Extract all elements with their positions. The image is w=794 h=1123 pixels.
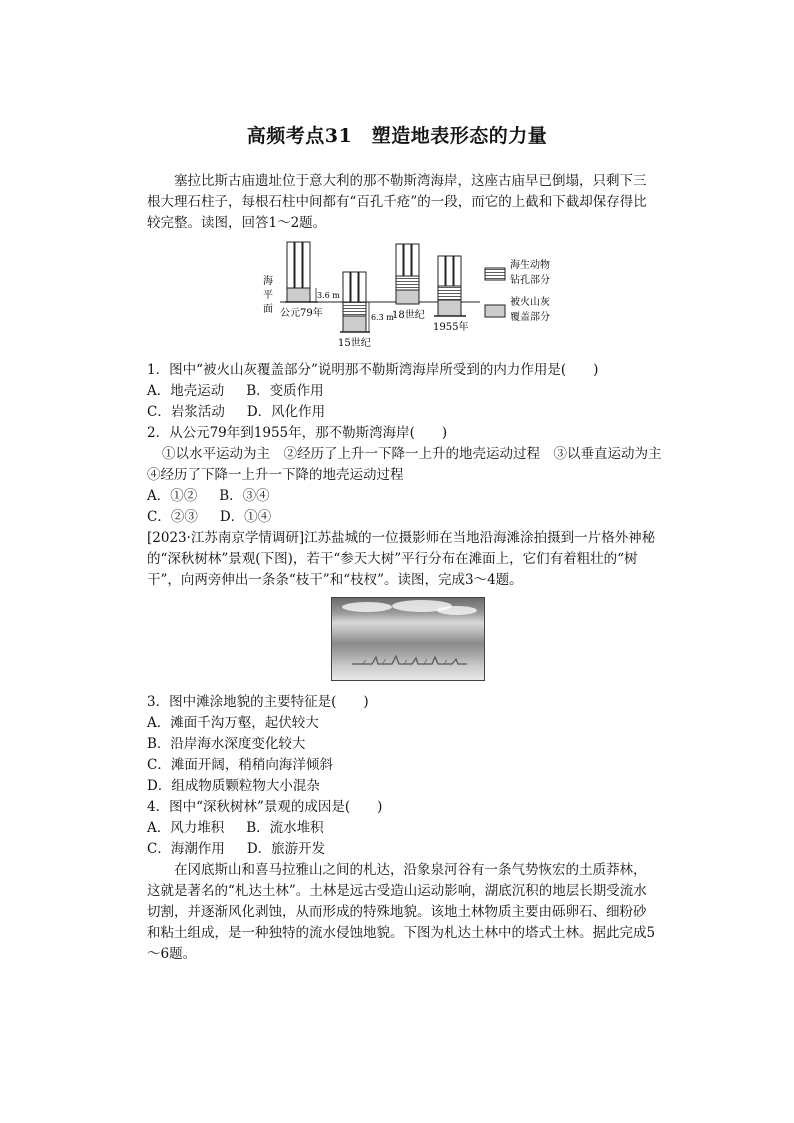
- q2-options-row-2: [147, 507, 271, 528]
- q2-option-c: C．②③: [147, 509, 198, 525]
- columns-1955: [434, 256, 466, 316]
- q1-options-row-1: [147, 381, 324, 402]
- legend-ash-label-2: 覆盖部分: [510, 312, 550, 323]
- q4-options-row-1: [147, 818, 324, 839]
- legend-ash-swatch: [485, 305, 505, 317]
- q2-stem: 2．从公元79年到1955年，那不勒斯湾海岸( ): [147, 425, 448, 441]
- q3-option-b: B．沿岸海水深度变化较大: [147, 736, 306, 752]
- intro-paragraph-1: 塞拉比斯古庙遗址位于意大利的那不勒斯湾海岸，这座古庙早已倒塌，只剩下三根大理石柱子，每根石柱中间都有“百孔千疮”的一段，而它的上截和下截却保存得比较完整。读图，回答1～2题。: [147, 173, 647, 231]
- q1-stem: 1．图中“被火山灰覆盖部分”说明那不勒斯湾海岸所受到的内力作用是( ): [147, 362, 599, 378]
- q4-option-b: B．流水堆积: [246, 820, 324, 836]
- q3-option-a: A．滩面千沟万壑，起伏较大: [147, 715, 319, 731]
- page-title: 高频考点31 塑造地表形态的力量: [246, 125, 548, 147]
- q4-option-a: A．风力堆积: [147, 820, 225, 836]
- legend-drill-label-2: 钻孔部分: [510, 275, 550, 286]
- tidal-flat-photo: [331, 597, 485, 681]
- q2-statements-1: ①以水平运动为主 ②经历了上升一下降一上升的地壳运动过程 ③以垂直运动为主: [162, 446, 662, 462]
- period-label-15th: 15世纪: [338, 338, 371, 349]
- columns-ad79: [285, 242, 318, 302]
- q1-option-d: D．风化作用: [246, 404, 326, 420]
- q2-option-b: B．③④: [219, 488, 270, 504]
- q4-option-c: C．海潮作用: [147, 841, 225, 857]
- temple-columns-figure: [258, 238, 563, 360]
- sea-level-label-3: 面: [263, 304, 273, 315]
- legend-ash-label-1: 被火山灰: [510, 297, 550, 308]
- period-label-18th: 18世纪: [392, 310, 425, 321]
- q4-options-row-2: [147, 839, 325, 860]
- q4-stem: 4．图中“深秋树林”景观的成因是( ): [147, 799, 383, 815]
- q4-option-d: D．旅游开发: [246, 841, 326, 857]
- legend-drill-label-1: 海生动物: [510, 260, 550, 271]
- q2-options-row-1: [147, 486, 270, 507]
- sea-level-label-1: 海: [263, 276, 273, 287]
- q2-option-d: D．①④: [219, 509, 272, 525]
- tree-pattern-channels: [352, 654, 467, 666]
- legend-drill-swatch: [485, 268, 505, 280]
- q1-option-b: B．变质作用: [246, 383, 324, 399]
- q3-option-c: C．滩面开阔，稍稍向海洋倾斜: [147, 757, 333, 773]
- measure-label-1: 3.6 m: [317, 291, 340, 300]
- q1-option-a: A．地壳运动: [147, 383, 225, 399]
- q2-statements-2: ④经历了下降一上升一下降的地壳运动过程: [147, 467, 404, 483]
- period-label-1955: 1955年: [433, 322, 469, 333]
- columns-15th-century: [340, 272, 370, 332]
- columns-18th-century: [396, 244, 419, 304]
- sea-level-label-2: 平: [263, 290, 273, 301]
- intro-paragraph-2: [2023·江苏南京学情调研]江苏盐城的一位摄影师在当地沿海滩涂拍摄到一片格外神秘的“深秋树林”景观(下图)，若干“参天大树”平行分布在滩面上，它们有着粗壮的“树干”，向两旁伸出一条条“枝干”和“枝杈”。读图，完成3～4题。: [147, 530, 656, 588]
- q3-stem: 3．图中滩涂地貌的主要特征是( ): [147, 694, 369, 710]
- q1-options-row-2: [147, 402, 325, 423]
- q2-option-a: A．①②: [147, 488, 198, 504]
- intro-paragraph-3: 在冈底斯山和喜马拉雅山之间的札达，沿象泉河谷有一条气势恢宏的土质莽林，这就是著名的“札达土林”。土林是远古受造山运动影响，湖底沉积的地层长期受流水切割，并逐渐风化剥蚀，从而形成的特殊地貌。该地土林物质主要由砾卵石、细粉砂和粘土组成，是一种独特的流水侵蚀地貌。下图为札达土林中的塔式土林。据此完成5～6题。: [147, 862, 656, 962]
- period-label-ad79: 公元79年: [280, 308, 323, 319]
- q3-option-d: D．组成物质颗粒物大小混杂: [147, 778, 320, 794]
- q1-option-c: C．岩浆活动: [147, 404, 225, 420]
- measure-label-2: 6.3 m: [371, 313, 394, 322]
